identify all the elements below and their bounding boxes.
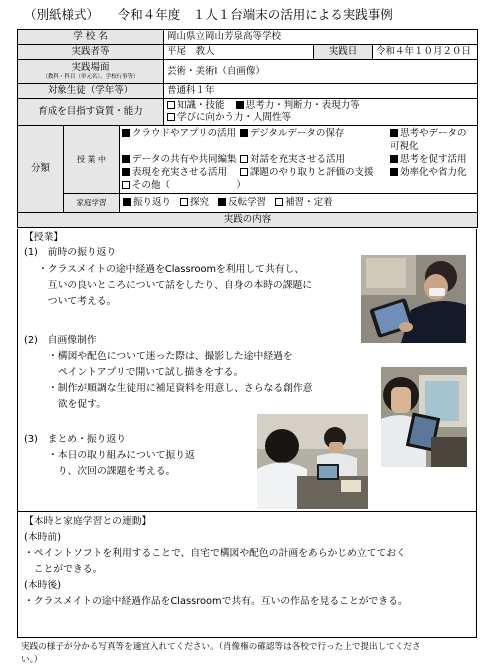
- section-2-line: ・構図や配色について迷った際は、撮影した途中経過を: [48, 351, 293, 362]
- option-label: 探究: [190, 197, 210, 208]
- ability-options: [164, 99, 478, 126]
- section-1-line: ついて考える。: [38, 296, 117, 307]
- checkbox[interactable]: [122, 181, 130, 189]
- target-label: 対象生徒（学年等）: [18, 84, 164, 99]
- checkbox[interactable]: [240, 129, 248, 137]
- practice-header: 実践の内容: [18, 213, 478, 228]
- checkbox[interactable]: [390, 168, 398, 176]
- practitioner-value: 平尾 教人: [164, 45, 314, 60]
- after-line: ・クラスメイトの途中経過作品をClassroomで共有。互いの作品を見ることができる。: [24, 596, 408, 607]
- class-photo-group: [257, 414, 368, 509]
- target-value: 普通科１年: [164, 84, 478, 99]
- ability-label: 育成を目指す資質・能力: [18, 99, 164, 126]
- footer-line: 実践の様子が分かる写真等を適宜入れてください。（肖像権の確認等は各校で行った上で提出してくださ: [21, 642, 421, 652]
- form-title: （別紙様式） 令和４年度 １人１台端末の活用による実践事例: [24, 7, 393, 22]
- school-label: 学 校 名: [18, 30, 164, 45]
- option-label: 思考やデータの可視化: [390, 128, 467, 152]
- before-line: ことができる。: [24, 564, 103, 575]
- section-2-line: ・制作が順調な生徒用に補足資料を用意し、さらなる創作意: [48, 383, 313, 394]
- option-label: その他（ ）: [132, 179, 247, 191]
- option-label: 知識・技能: [177, 100, 225, 111]
- checkbox[interactable]: [123, 198, 131, 206]
- option-label: 対話を充実させる活用: [250, 153, 346, 165]
- checkbox[interactable]: [167, 113, 175, 121]
- checkbox[interactable]: [390, 129, 398, 137]
- footer-note: [21, 641, 481, 667]
- home-heading: 【本時と家庭学習との連動】: [24, 516, 152, 527]
- section-2-title: (2) 自画像制作: [24, 335, 97, 346]
- home-options: [120, 194, 478, 213]
- in-class-label: 授 業 中: [64, 126, 120, 194]
- option-label: データの共有や共同編集: [132, 153, 237, 165]
- home-label: 家庭学習: [64, 194, 120, 213]
- section-3-line: り、次回の課題を考える。: [48, 466, 176, 477]
- before-label: (本時前): [24, 532, 62, 543]
- school-value: 岡山県立岡山芳泉高等学校: [164, 30, 478, 45]
- checkbox[interactable]: [122, 168, 130, 176]
- scene-label: 実践場面: [71, 62, 110, 73]
- checkbox[interactable]: [240, 168, 248, 176]
- lesson-heading: 【授業】: [24, 232, 64, 243]
- checkbox[interactable]: [218, 198, 226, 206]
- after-label: (本時後): [24, 580, 62, 591]
- option-label: 反転学習: [228, 197, 267, 208]
- in-class-options: [120, 126, 478, 194]
- before-line: ・ペイントソフトを利用することで、自宅で構図や配色の計画をあらかじめ立てておく: [24, 548, 406, 559]
- scene-sublabel: （教科・科目（単元名）、学校行事等）: [42, 74, 139, 80]
- checkbox[interactable]: [122, 129, 130, 137]
- class-photo-painting: [381, 367, 467, 467]
- checkbox[interactable]: [275, 198, 283, 206]
- home-study-section: [17, 511, 477, 638]
- option-label: 学びに向かう力・人間性等: [177, 112, 292, 123]
- option-label: 補習・定着: [285, 197, 333, 208]
- class-photo-tablet: [361, 255, 466, 343]
- option-label: クラウドやアプリの活用: [132, 127, 237, 139]
- scene-value: 芸術・美術Ⅰ（自画像）: [164, 60, 478, 84]
- checkbox[interactable]: [240, 155, 248, 163]
- checkbox[interactable]: [122, 155, 130, 163]
- date-value: 令和４年１０月２０日: [373, 45, 478, 60]
- option-label: 効率化や省力化: [400, 166, 467, 178]
- checkbox[interactable]: [180, 198, 188, 206]
- section-1-title: (1) 前時の振り返り: [24, 247, 117, 258]
- option-label: デジタルデータの保存: [250, 127, 345, 139]
- checkbox[interactable]: [390, 155, 398, 163]
- option-label: 思考力・判断力・表現力等: [245, 100, 360, 111]
- section-1-line: ・クラスメイトの途中経過をClassroomを利用して共有し、: [38, 264, 305, 275]
- footer-line: い。）: [21, 655, 43, 665]
- category-label: 分類: [18, 126, 64, 213]
- section-1-line: 互いの良いところについて話をしたり、自身の本時の課題に: [38, 280, 313, 291]
- section-3-title: (3) まとめ・振り返り: [24, 434, 127, 445]
- option-label: 振り返り: [133, 197, 172, 208]
- checkbox[interactable]: [167, 101, 175, 109]
- practitioner-label: 実践者等: [18, 45, 164, 60]
- option-label: 思考を促す活用: [400, 153, 467, 165]
- info-table: [17, 29, 478, 228]
- section-2-line: 欲を促す。: [48, 399, 106, 410]
- section-2-line: ペイントアプリで開いて試し描きをする。: [48, 367, 244, 378]
- section-3-line: ・本日の取り組みについて振り返: [48, 450, 195, 461]
- option-label: 表現を充実させる活用: [132, 166, 228, 178]
- checkbox[interactable]: [236, 101, 244, 109]
- scene-label-cell: [18, 60, 164, 84]
- practice-content: [17, 229, 477, 512]
- option-label: 課題のやり取りと評価の支援: [250, 166, 374, 178]
- date-label: 実践日: [314, 45, 373, 60]
